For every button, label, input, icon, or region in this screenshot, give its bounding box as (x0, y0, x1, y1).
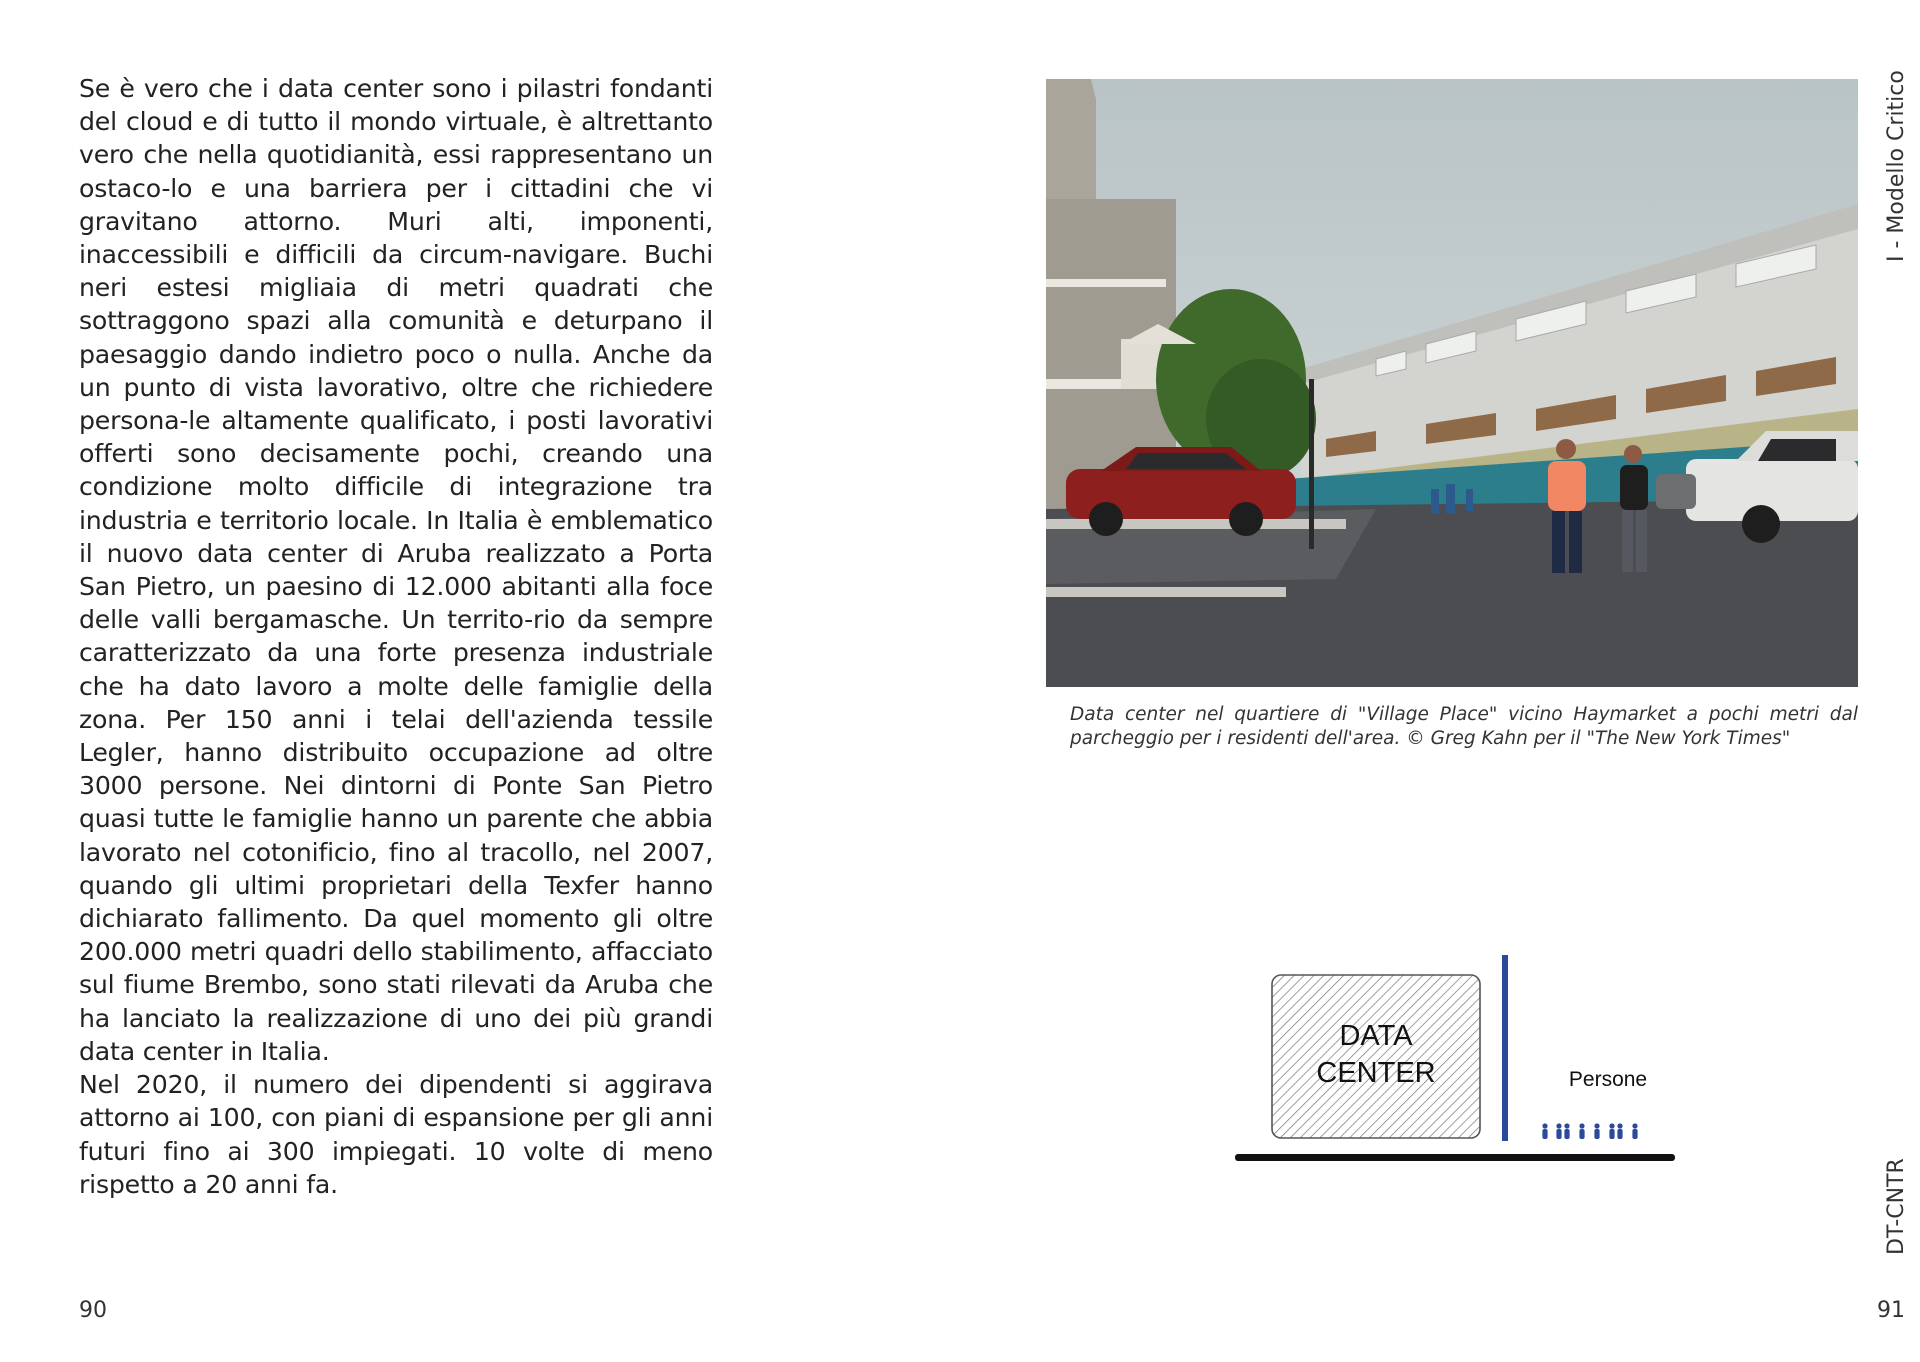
photo-caption: Data center nel quartiere di "Village Place" vicino Haymarket a pochi metri dal parcheggio per i residenti dell'area. © Greg Kahn per il "The New York Times" (1070, 704, 1858, 749)
body-text (79, 72, 713, 1201)
person-icon (1542, 1123, 1637, 1139)
page-number-right: 91 (1877, 1298, 1905, 1323)
barrier-wall (1502, 955, 1508, 1141)
ground-line (1235, 1154, 1675, 1161)
data-center-diagram (1230, 950, 1690, 1175)
brand-label: DT-CNTR (1884, 1158, 1909, 1255)
section-label: I - Modello Critico (1884, 70, 1909, 262)
box-label-line2: CENTER (1316, 1057, 1436, 1089)
people-label: Persone (1568, 1068, 1648, 1091)
paragraph-2: Nel 2020, il numero dei dipendenti si aggirava attorno ai 100, con piani di espansione per gli anni futuri fino ai 300 impiegati. 10 volte di meno rispetto a 20 anni fa. (79, 1070, 713, 1199)
page-number-left: 90 (79, 1298, 107, 1323)
paragraph-1: Se è vero che i data center sono i pilastri fondanti del cloud e di tutto il mondo virtuale, è altrettanto vero che nella quotidianità, essi rappresentano un ostaco-lo e una barriera per i cittadini che vi gravitano attorno. Muri alti, imponenti, inaccessibili e difficili da circum-navigare. Buchi neri estesi migliaia di metri quadrati che sottraggono spazi alla comunità e deturpano il paesaggio dando indietro poco o nulla. Anche da un punto di vista lavorativo, oltre che richiedere persona-le altamente qualificato, i posti lavorativi offerti sono decisamente pochi, creando una condizione molto difficile di integrazione tra industria e territorio locale. In Italia è emblematico il nuovo data center di Aruba realizzato a Porta San Pietro, un paesino di 12.000 abitanti alla foce delle valli bergamasche. Un territo-rio da sempre caratterizzato da una forte presenza industriale che ha dato lavoro a molte delle famiglie della zona. Per 150 anni i telai dell'azienda tessile Legler, hanno distribuito occupazione ad oltre 3000 persone. Nei dintorni di Ponte San Pietro quasi tutte le famiglie hanno un parente che abbia lavorato nel cotonificio, fino al tracollo, nel 2007, quando gli ultimi proprietari della Texfer hanno dichiarato fallimento. Da quel momento gli oltre 200.000 metri quadri dello stabilimento, affacciato sul fiume Brembo, sono stati rilevati da Aruba che ha lanciato la realizzazione di uno dei più grandi data center in Italia. (79, 74, 713, 1066)
box-label-line1: DATA (1339, 1020, 1413, 1052)
data-center-photo (1046, 79, 1858, 687)
